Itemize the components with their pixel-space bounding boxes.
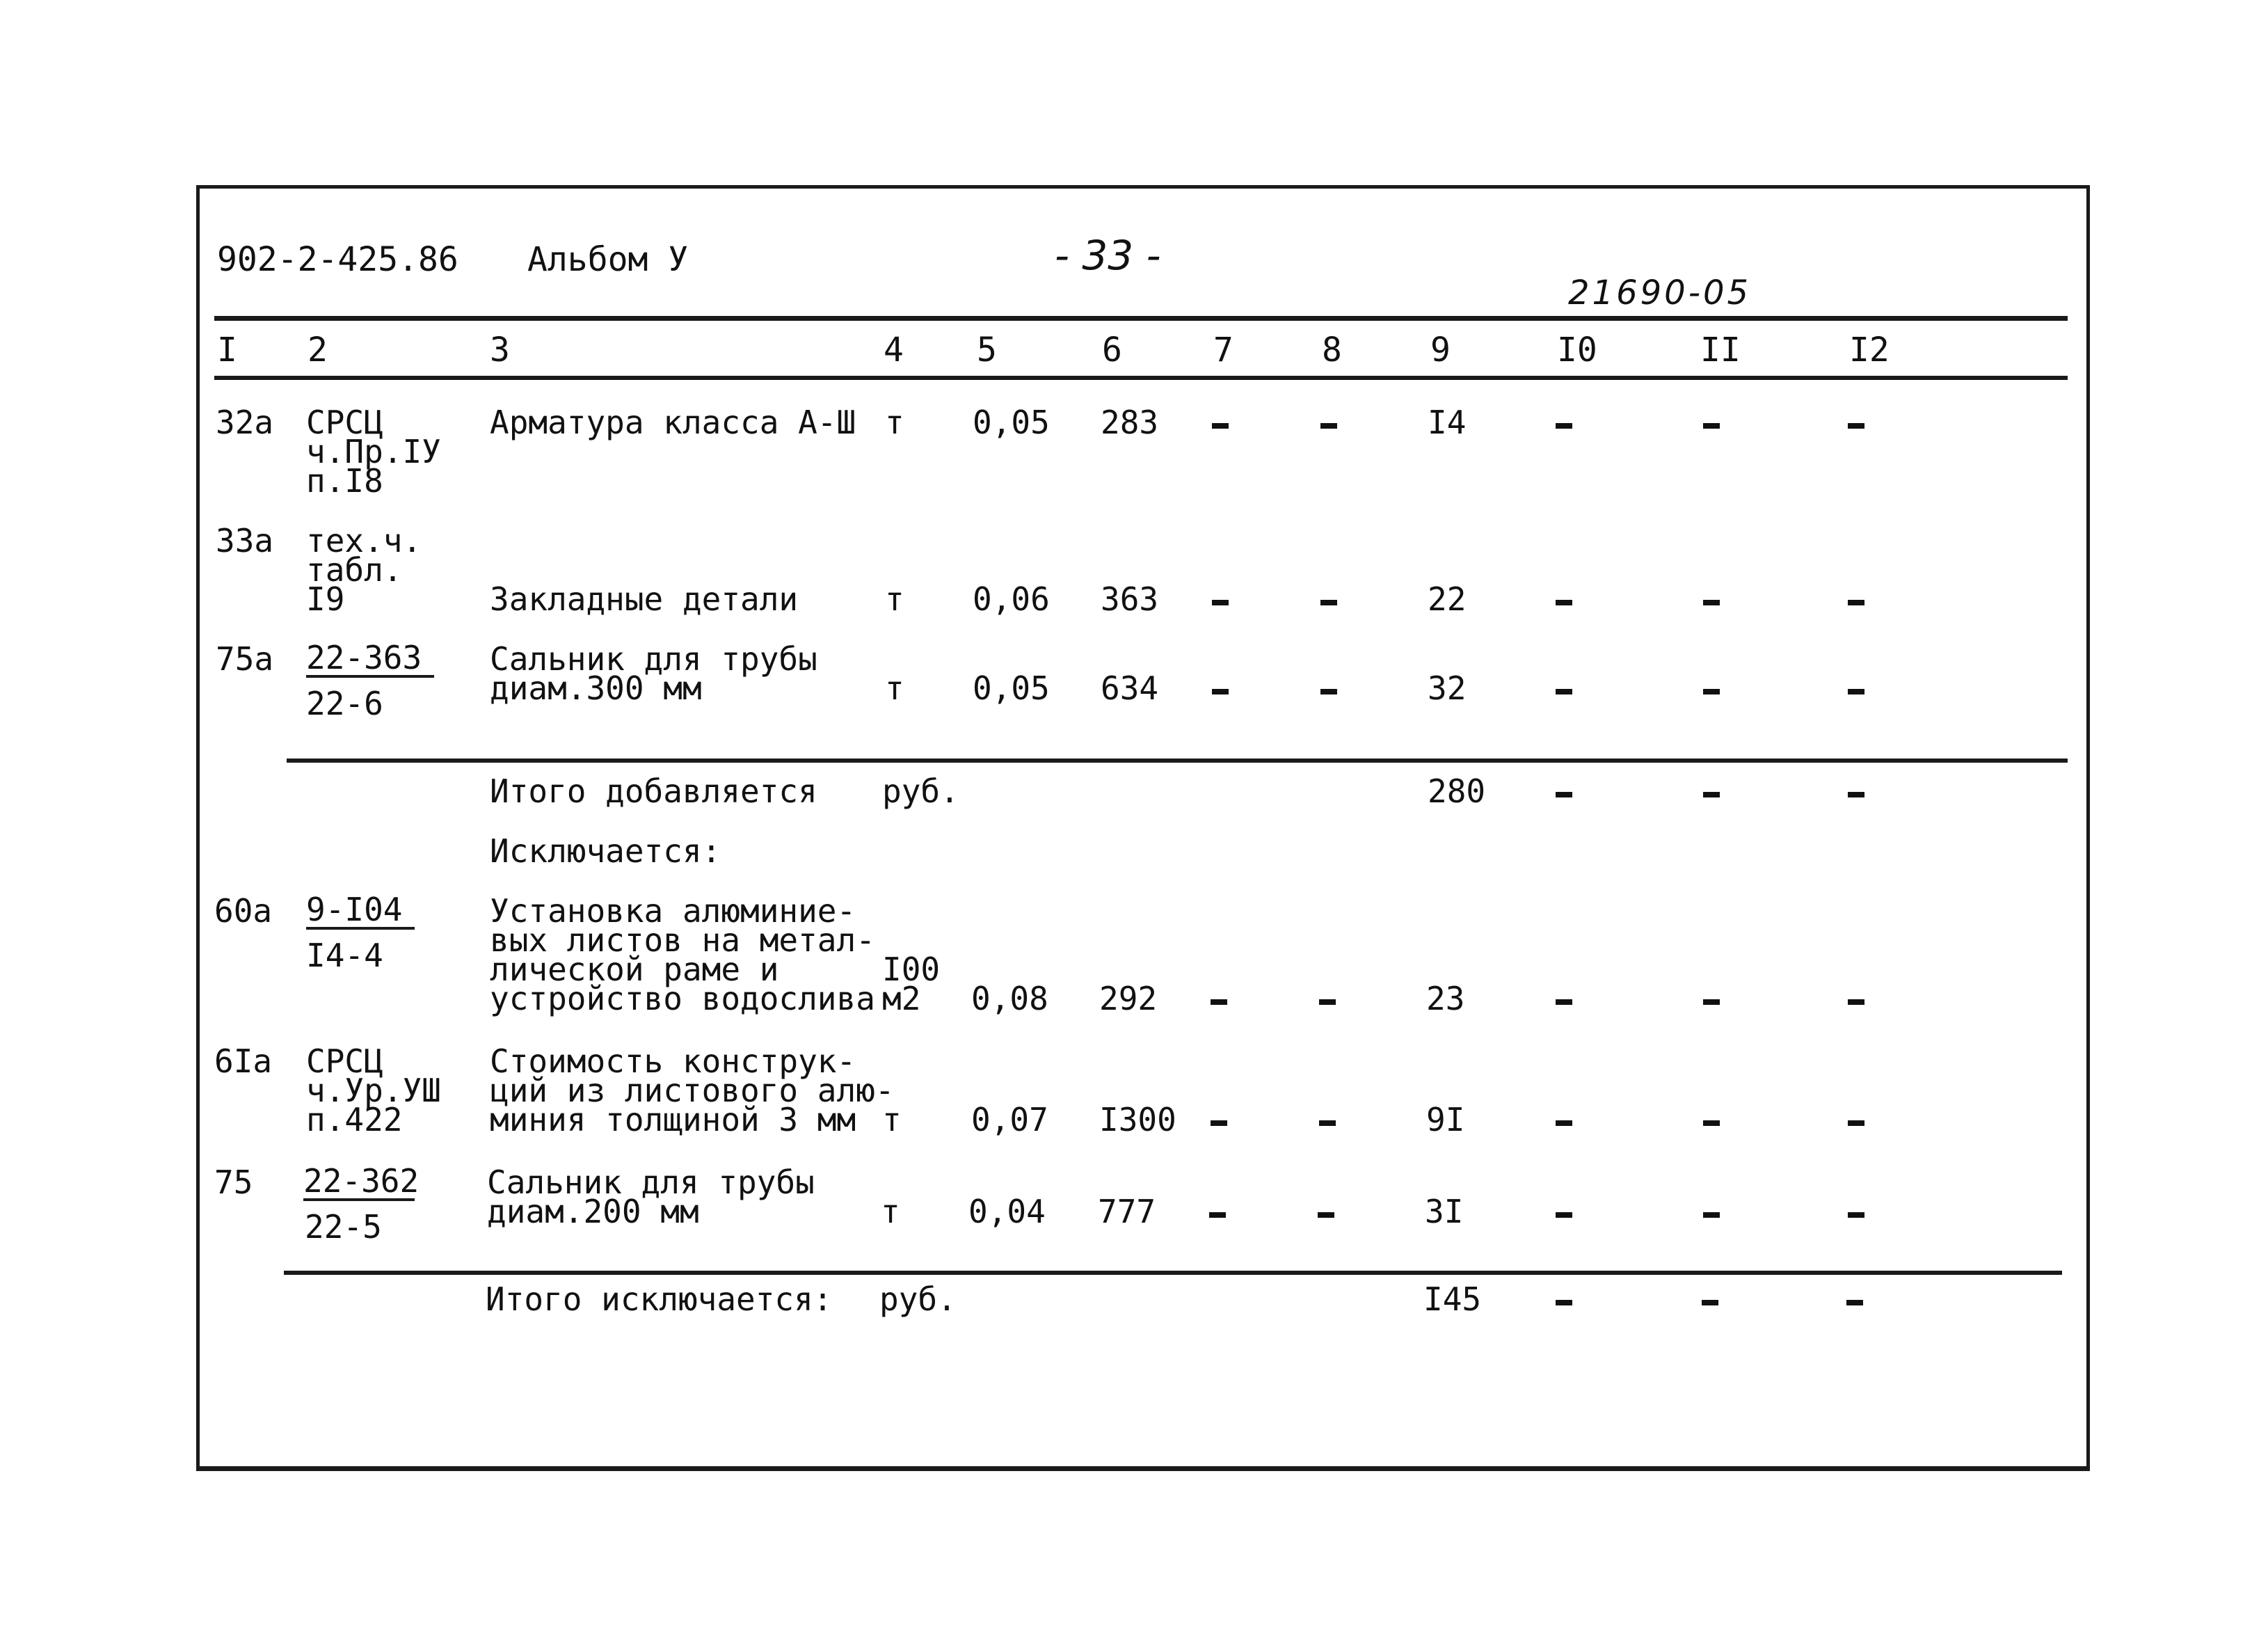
dash-mark <box>1320 689 1337 694</box>
column-header: 8 <box>1322 331 1342 370</box>
reference-line: ч.Ур.УШ <box>306 1072 441 1109</box>
dash-mark <box>1848 792 1864 797</box>
col9-value: 9I <box>1426 1101 1465 1138</box>
row-number: 75 <box>214 1163 253 1201</box>
description: Арматура класса А-Ш <box>490 404 856 441</box>
col6-value: 283 <box>1101 404 1159 441</box>
column-header: I <box>217 331 237 370</box>
dash-mark <box>1848 1212 1864 1218</box>
row-number: 33а <box>216 522 274 559</box>
dash-mark <box>1556 792 1572 797</box>
dash-mark <box>1318 1212 1334 1218</box>
col5-value: 0,04 <box>968 1193 1046 1230</box>
col9-value: 3I <box>1425 1193 1464 1230</box>
column-header: I0 <box>1557 331 1597 370</box>
dash-mark <box>1212 423 1229 429</box>
header-rule-top <box>214 316 2068 321</box>
description: Установка алюминие- <box>490 892 856 930</box>
dash-mark <box>1211 999 1227 1005</box>
dash-mark <box>1556 423 1572 429</box>
dash-mark <box>1703 1120 1720 1126</box>
column-header: 9 <box>1430 331 1451 370</box>
dash-mark <box>1556 1300 1572 1305</box>
reference-denominator: I4-4 <box>306 937 383 974</box>
col6-value: 777 <box>1098 1193 1156 1230</box>
row-number: 75а <box>216 640 274 678</box>
reference-numerator: 22-362 <box>303 1162 420 1200</box>
description: Сальник для трубы <box>490 640 817 678</box>
unit: I00 <box>882 951 941 988</box>
column-header: II <box>1700 331 1741 370</box>
total-label: Итого исключается: <box>486 1280 833 1318</box>
dash-mark <box>1703 600 1720 605</box>
subtotal-rule <box>287 759 2068 763</box>
description: Стоимость конструк- <box>490 1042 856 1080</box>
reference-line: ч.Пр.IУ <box>306 433 441 470</box>
dash-mark <box>1848 689 1864 694</box>
total-value: I45 <box>1423 1280 1482 1318</box>
dash-mark <box>1702 1300 1718 1305</box>
total-value: 280 <box>1428 772 1486 810</box>
col5-value: 0,08 <box>971 980 1048 1017</box>
dash-mark <box>1703 423 1720 429</box>
column-header: 5 <box>977 331 997 370</box>
col5-value: 0,05 <box>973 669 1050 707</box>
total-unit: руб. <box>879 1280 957 1318</box>
dash-mark <box>1846 1300 1863 1305</box>
col6-value: I300 <box>1099 1101 1176 1138</box>
col5-value: 0,07 <box>971 1101 1048 1138</box>
excluded-heading: Исключается: <box>490 832 721 870</box>
dash-mark <box>1703 689 1720 694</box>
column-header: 7 <box>1213 331 1233 370</box>
col9-value: 23 <box>1426 980 1465 1017</box>
dash-mark <box>1556 600 1572 605</box>
col6-value: 292 <box>1099 980 1158 1017</box>
col9-value: I4 <box>1428 404 1467 441</box>
reference-line: СРСЦ <box>306 404 383 441</box>
unit: т <box>885 669 904 707</box>
unit: т <box>885 404 904 441</box>
page-number: - 33 - <box>1055 232 1161 279</box>
reference-denominator: 22-5 <box>305 1208 382 1246</box>
description: устройство водослива <box>490 980 875 1017</box>
reference-denominator: 22-6 <box>306 685 383 722</box>
col5-value: 0,05 <box>973 404 1050 441</box>
column-header: 4 <box>884 331 904 370</box>
document-number: 902-2-425.86 <box>217 240 458 279</box>
dash-mark <box>1703 999 1720 1005</box>
row-number: 32а <box>216 404 274 441</box>
reference-line: I9 <box>306 580 345 618</box>
dash-mark <box>1319 999 1336 1005</box>
unit: м2 <box>882 980 921 1017</box>
column-header: 2 <box>308 331 328 370</box>
dash-mark <box>1556 999 1572 1005</box>
column-header: 3 <box>490 331 510 370</box>
dash-mark <box>1212 689 1229 694</box>
column-header: I2 <box>1849 331 1890 370</box>
dash-mark <box>1212 600 1229 605</box>
unit: т <box>882 1101 902 1138</box>
reference-numerator: 9-I04 <box>306 895 415 930</box>
description: ций из листового алю- <box>490 1072 895 1109</box>
description: диам.200 мм <box>487 1193 699 1230</box>
col9-value: 32 <box>1428 669 1467 707</box>
reference-line: СРСЦ <box>306 1042 383 1080</box>
column-header: 6 <box>1102 331 1122 370</box>
dash-mark <box>1320 423 1337 429</box>
header-rule-bottom <box>214 376 2068 380</box>
dash-mark <box>1848 423 1864 429</box>
reference-numerator: 22-363 <box>306 643 434 678</box>
col9-value: 22 <box>1428 580 1467 618</box>
dash-mark <box>1319 1120 1336 1126</box>
dash-mark <box>1320 600 1337 605</box>
dash-mark <box>1703 792 1720 797</box>
album-label: Альбом У <box>527 240 689 279</box>
reference-line: п.422 <box>306 1101 403 1138</box>
inventory-number: 21690-05 <box>1568 273 1752 312</box>
col5-value: 0,06 <box>973 580 1050 618</box>
unit: т <box>885 580 904 618</box>
total-label: Итого добавляется <box>490 772 817 810</box>
dash-mark <box>1556 1120 1572 1126</box>
description: миния толщиной 3 мм <box>490 1101 856 1138</box>
dash-mark <box>1703 1212 1720 1218</box>
dash-mark <box>1556 1212 1572 1218</box>
col6-value: 634 <box>1101 669 1159 707</box>
dash-mark <box>1848 1120 1864 1126</box>
description: Сальник для трубы <box>487 1163 815 1201</box>
description: лической раме и <box>490 951 779 988</box>
reference-line: табл. <box>306 551 403 589</box>
description: диам.300 мм <box>490 669 702 707</box>
dash-mark <box>1848 600 1864 605</box>
row-number: 60а <box>214 892 273 930</box>
dash-mark <box>1209 1212 1226 1218</box>
dash-mark <box>1211 1120 1227 1126</box>
reference-line: п.I8 <box>306 462 383 500</box>
unit: т <box>881 1193 900 1230</box>
subtotal-rule <box>284 1271 2062 1275</box>
col6-value: 363 <box>1101 580 1159 618</box>
description: вых листов на метал- <box>490 921 875 959</box>
reference-line: тех.ч. <box>306 522 422 559</box>
total-unit: руб. <box>882 772 959 810</box>
description: Закладные детали <box>490 580 799 618</box>
dash-mark <box>1556 689 1572 694</box>
row-number: 6Iа <box>214 1042 273 1080</box>
dash-mark <box>1848 999 1864 1005</box>
